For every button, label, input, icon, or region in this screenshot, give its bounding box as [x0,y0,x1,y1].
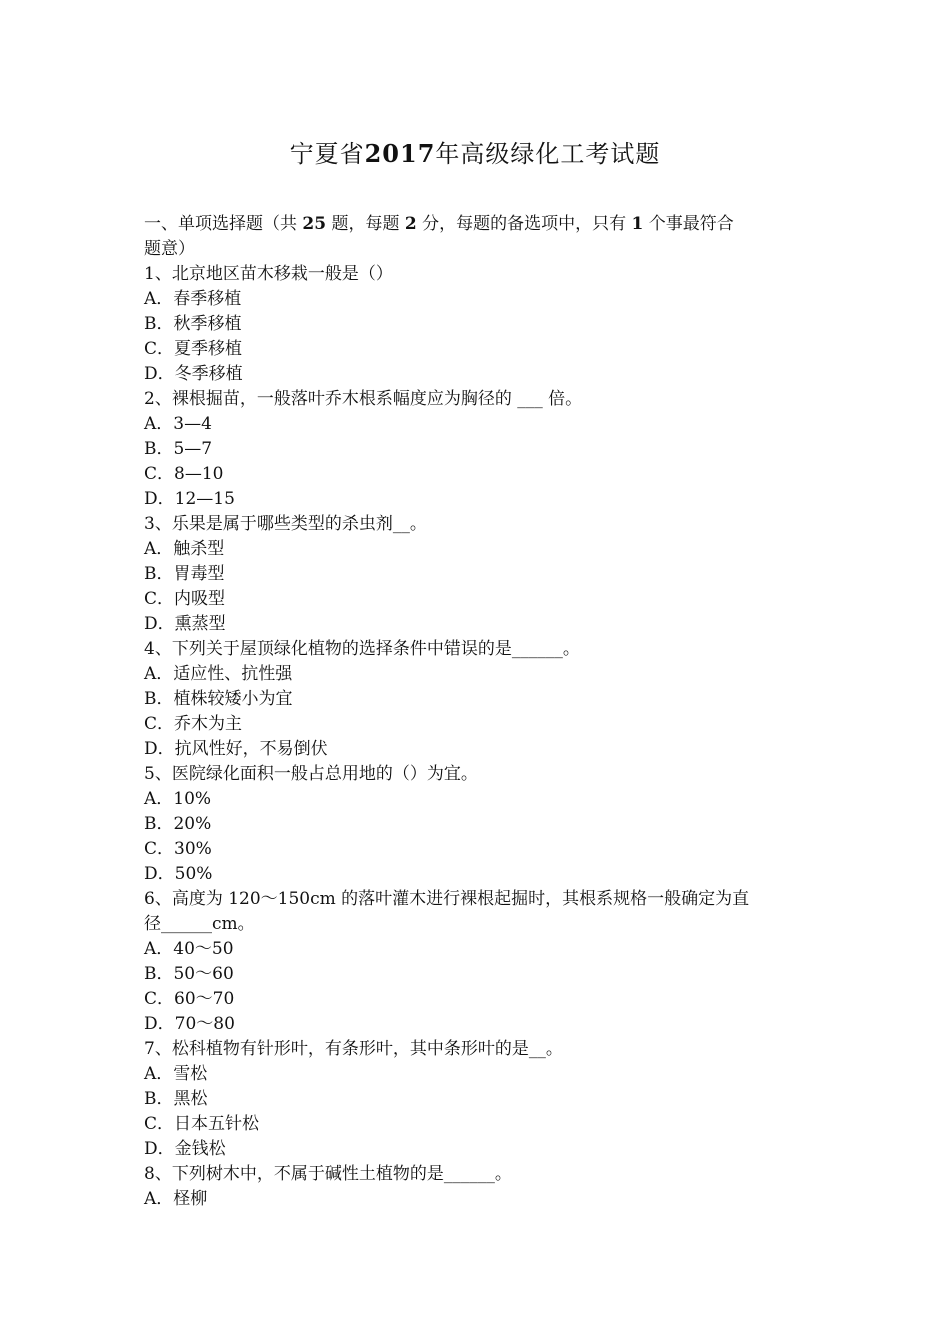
answer-option: C．夏季移植 [144,339,243,359]
section-text-2: 题，每题 [326,214,405,234]
answer-option: B．秋季移植 [144,314,242,334]
question-text: 2、裸根掘苗，一般落叶乔木根系幅度应为胸径的 ___ 倍。 [144,389,583,409]
answer-option: A．40～50 [144,939,234,959]
answer-option: D．70～80 [144,1014,235,1034]
answer-option: D．冬季移植 [144,364,243,384]
answer-option: B．黑松 [144,1089,208,1109]
answer-option: B．5—7 [144,439,213,459]
question-text: 3、乐果是属于哪些类型的杀虫剂__。 [144,514,427,534]
answer-option: C．乔木为主 [144,714,243,734]
question-text: 6、高度为 120～150cm 的落叶灌木进行裸根起掘时，其根系规格一般确定为直 [144,889,750,909]
section-text-3: 分，每题的备选项中，只有 [416,214,632,234]
question-text: 5、医院绿化面积一般占总用地的（）为宜。 [144,764,478,784]
answer-option: B．植株较矮小为宜 [144,689,293,709]
answer-option: B．胃毒型 [144,564,225,584]
question-text: 8、下列树木中，不属于碱性土植物的是______。 [144,1164,512,1184]
question-text: 1、北京地区苗木移栽一般是（） [144,264,393,284]
answer-option: C．30% [144,839,212,859]
answer-option: A．柽柳 [144,1189,208,1209]
answer-option: D．12—15 [144,489,235,509]
answer-option: A．3—4 [144,414,212,434]
page-title [0,138,950,170]
answer-option: A．春季移植 [144,289,242,309]
question-count: 25 [302,214,327,234]
question-text: 7、松科植物有针形叶，有条形叶，其中条形叶的是__。 [144,1039,563,1059]
answer-option: C．日本五针松 [144,1114,260,1134]
answer-option: B．50～60 [144,964,234,984]
title-suffix: 年高级绿化工考试题 [435,140,661,168]
answer-option: D．金钱松 [144,1139,226,1159]
title-year: 2017 [364,139,436,168]
answer-option: C．内吸型 [144,589,226,609]
section-text-4: 个事最符合 [643,214,734,234]
answer-option: A．适应性、抗性强 [144,664,293,684]
answer-option: D．熏蒸型 [144,614,226,634]
section-heading [144,212,810,237]
answer-option: A．触杀型 [144,539,225,559]
question-text: 4、下列关于屋顶绿化植物的选择条件中错误的是______。 [144,639,580,659]
question-text-cont: 径______cm。 [144,914,255,934]
answer-option: A．雪松 [144,1064,208,1084]
section-heading-cont: 题意） [144,239,195,259]
exam-content [144,212,810,1212]
answer-option: D．抗风性好，不易倒伏 [144,739,328,759]
section-text-1: 一、单项选择题（共 [144,214,303,234]
title-prefix: 宁夏省 [289,140,365,168]
answer-option: C．60～70 [144,989,235,1009]
points-per-question: 2 [404,214,417,234]
answer-option: A．10% [144,789,212,809]
correct-count: 1 [631,214,644,234]
answer-option: C．8—10 [144,464,224,484]
answer-option: B．20% [144,814,212,834]
answer-option: D．50% [144,864,213,884]
